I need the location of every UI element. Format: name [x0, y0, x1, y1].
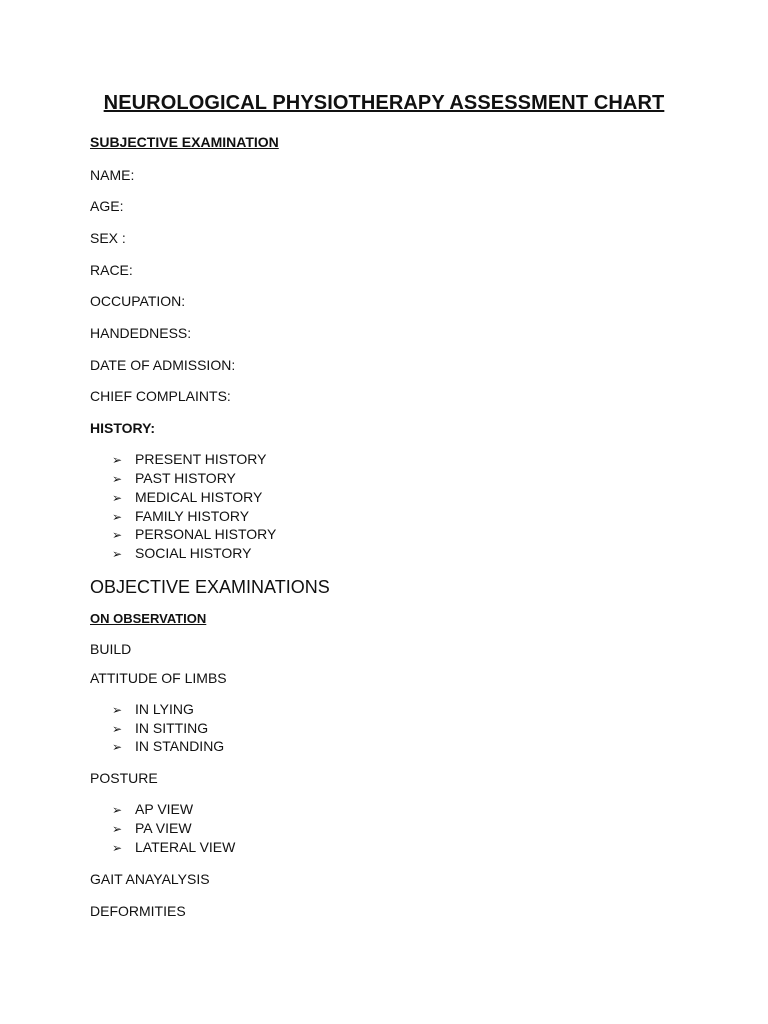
list-item: ➢ PERSONAL HISTORY [112, 526, 277, 542]
field-occupation: OCCUPATION: [90, 293, 186, 309]
list-item: ➢ PRESENT HISTORY [112, 451, 267, 467]
list-item: ➢ IN STANDING [112, 738, 225, 754]
arrow-bullet-icon: ➢ [112, 510, 123, 524]
arrow-bullet-icon: ➢ [112, 822, 123, 836]
observation-heading: ON OBSERVATION [90, 611, 207, 626]
objective-heading: OBJECTIVE EXAMINATIONS [90, 577, 330, 597]
list-item: ➢ FAMILY HISTORY [112, 508, 250, 524]
list-item: ➢ PA VIEW [112, 820, 192, 836]
field-date-of-admission: DATE OF ADMISSION: [90, 357, 236, 373]
history-heading: HISTORY: [90, 420, 156, 436]
field-sex: SEX : [90, 230, 126, 246]
arrow-bullet-icon: ➢ [112, 491, 123, 505]
field-gait-analysis: GAIT ANAYALYSIS [90, 871, 210, 887]
field-age: AGE: [90, 198, 124, 214]
page-title: NEUROLOGICAL PHYSIOTHERAPY ASSESSMENT CHART [103, 92, 665, 114]
list-item: ➢ IN SITTING [112, 720, 209, 736]
list-item: ➢ MEDICAL HISTORY [112, 489, 263, 505]
field-posture: POSTURE [90, 770, 158, 786]
arrow-bullet-icon: ➢ [112, 472, 123, 486]
field-build: BUILD [90, 641, 132, 657]
list-item: ➢ IN LYING [112, 701, 194, 717]
arrow-bullet-icon: ➢ [112, 740, 123, 754]
field-attitude-of-limbs: ATTITUDE OF LIMBS [90, 670, 227, 686]
field-chief-complaints: CHIEF COMPLAINTS: [90, 388, 231, 404]
list-item: ➢ SOCIAL HISTORY [112, 545, 252, 561]
arrow-bullet-icon: ➢ [112, 703, 123, 717]
arrow-bullet-icon: ➢ [112, 722, 123, 736]
arrow-bullet-icon: ➢ [112, 841, 123, 855]
list-item: ➢ AP VIEW [112, 801, 194, 817]
arrow-bullet-icon: ➢ [112, 453, 123, 467]
subjective-heading: SUBJECTIVE EXAMINATION [90, 134, 279, 150]
field-race: RACE: [90, 262, 133, 278]
arrow-bullet-icon: ➢ [112, 803, 123, 817]
arrow-bullet-icon: ➢ [112, 547, 123, 561]
list-item: ➢ LATERAL VIEW [112, 839, 236, 855]
field-deformities: DEFORMITIES [90, 903, 186, 919]
list-item: ➢ PAST HISTORY [112, 470, 236, 486]
field-name: NAME: [90, 167, 135, 183]
arrow-bullet-icon: ➢ [112, 528, 123, 542]
field-handedness: HANDEDNESS: [90, 325, 192, 341]
